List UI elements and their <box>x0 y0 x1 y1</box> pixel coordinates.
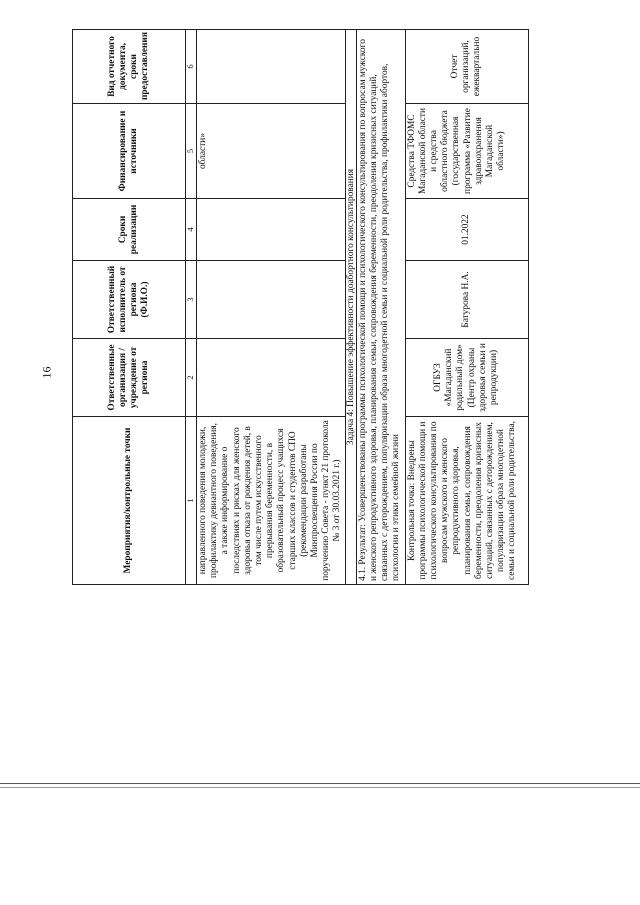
result-row <box>356 30 405 585</box>
column-number: 3 <box>186 261 197 339</box>
continuation-report <box>197 30 346 104</box>
continuation-measure: направленного поведения молодежи, профилактику девиантного поведения, а также информирование о последствиях и рисках для женского здоровья отказа от рождения детей, в том числе путем искусственного прерывания беременности, в образовательный процесс учащихся старших классов и студентов СПО (рекомендации разработаны Минпросвещения России по поручению Совета - пункт 21 протокола № 3 от 30.03.2021 г.) <box>197 417 346 585</box>
column-number: 1 <box>186 417 197 585</box>
continuation-organization <box>197 339 346 417</box>
continuation-term <box>197 199 346 261</box>
column-number: 6 <box>186 30 197 104</box>
column-number: 2 <box>186 339 197 417</box>
header-organization: Ответственные организация / учреждение от региона <box>73 339 186 417</box>
scan-edge-line <box>0 783 640 784</box>
control-point-measure: Контрольная точка: Внедрены программы психологической помощи и психологического консультирования по вопросам мужского и женского репродуктивного здоровья, планирования семьи, сопровождения беременности, преодоления кризисных ситуаций, связанных с деторождением, популяризации образа многодетной семьи и социальной роли родительства, <box>405 417 528 585</box>
control-point-term: 01.2022 <box>405 199 528 261</box>
header-financing: Финансирование и источники <box>73 104 186 199</box>
continuation-executor <box>197 261 346 339</box>
control-point-financing: Средства ТФОМС Магаданской области и средства областного бюджета (государственная программа «Развитие здравоохранения Магаданской области») <box>405 104 528 199</box>
column-number: 4 <box>186 199 197 261</box>
task-title: Задача 4: Повышение эффективности доабортного консультирования <box>345 30 356 585</box>
scan-edge-line <box>0 787 640 788</box>
control-point-executor: Батурова Н.А. <box>405 261 528 339</box>
control-point-organization: ОГБУЗ «Магаданский родильный дом» (Центр охраны здоровья семьи и репродукции) <box>405 339 528 417</box>
header-term: Сроки реализации <box>73 199 186 261</box>
task-row <box>345 30 356 585</box>
header-executor: Ответственный исполнитель от региона (Ф.И.О.) <box>73 261 186 339</box>
control-point-row <box>405 30 528 585</box>
control-point-report: Отчет организаций, ежеквартально <box>405 30 528 104</box>
header-report: Вид отчетного документа, сроки предоставления <box>73 30 186 104</box>
result-text: 4.1. Результат: Усовершенствованы программы психологической помощи и психологического консультирования по вопросам мужского и женского репродуктивного здоровья, планирования семьи, сопровождения беременности, преодоления кризисных ситуаций, связанных с деторождением, популяризации образа многодетной семьи и социальной роли родительства, профилактики абортов, психологии и этики семейной жизни <box>356 30 405 585</box>
page-number: 16 <box>39 366 54 379</box>
table-header-row <box>73 30 186 585</box>
header-measures: Мероприятия/контрольные точки <box>73 417 186 585</box>
continuation-row <box>197 30 346 585</box>
plan-table <box>72 29 529 585</box>
rotated-table-wrapper <box>72 30 522 585</box>
continuation-financing: области» <box>197 104 346 199</box>
column-number-row <box>186 30 197 585</box>
column-number: 5 <box>186 104 197 199</box>
